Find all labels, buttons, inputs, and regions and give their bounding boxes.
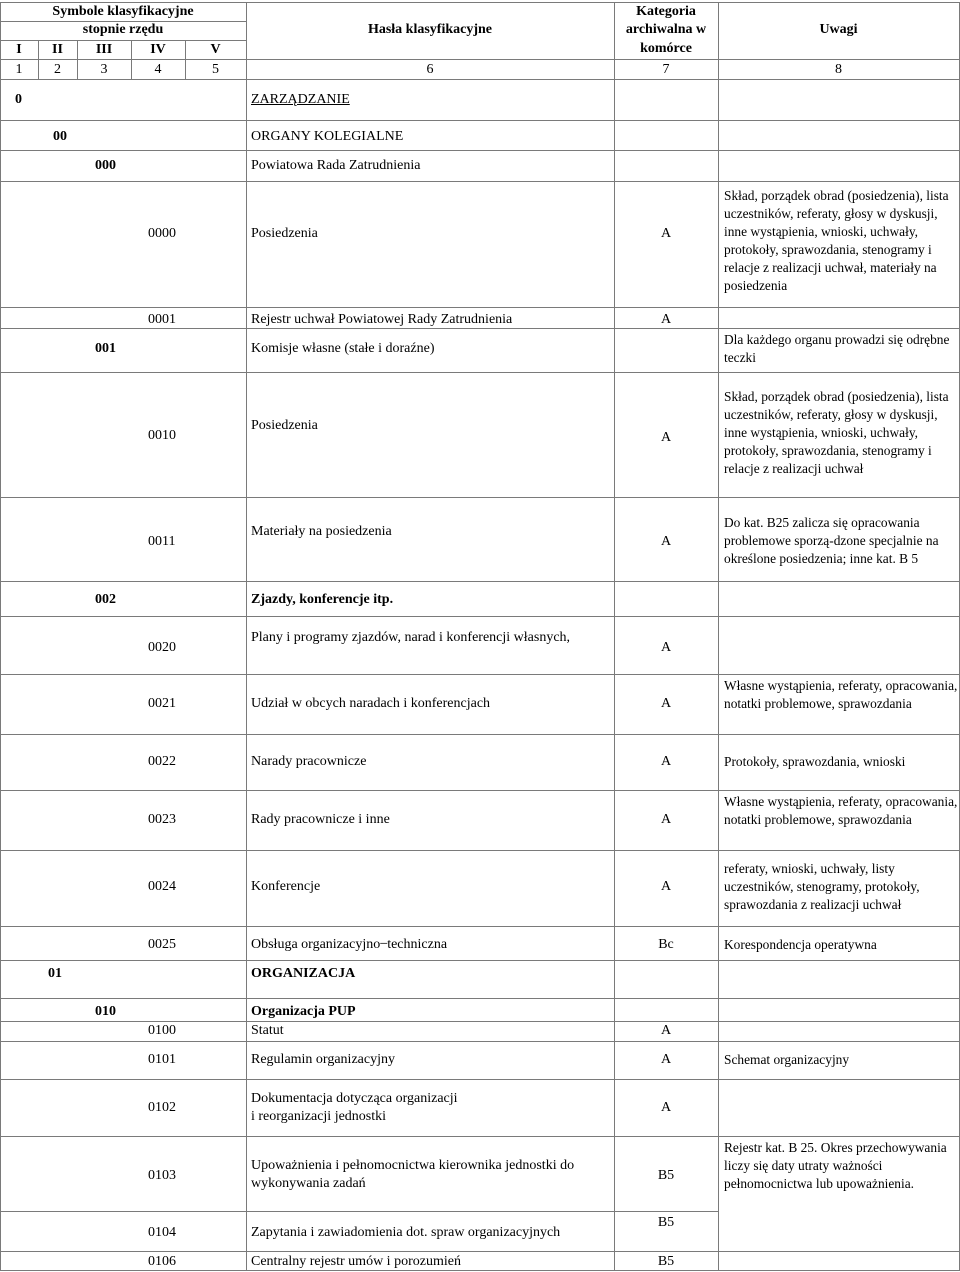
- row-divider: [0, 1041, 960, 1042]
- row-divider: [0, 926, 960, 927]
- column-line: [0, 2, 1, 1271]
- heading-title: Materiały na posiedzenia: [251, 524, 392, 539]
- row-divider: [0, 372, 960, 373]
- code-level-4: 0021: [148, 696, 176, 711]
- archival-category: A: [660, 879, 672, 894]
- column-number: 5: [212, 62, 219, 77]
- remarks: Korespondencja operatywna: [724, 937, 877, 952]
- header-level-4: IV: [150, 42, 166, 57]
- code-level-4: 0010: [148, 428, 176, 443]
- column-number: 2: [54, 62, 61, 77]
- code-level-3: 000: [95, 158, 116, 173]
- heading-title: ORGANIZACJA: [251, 966, 356, 981]
- code-level-4: 0100: [148, 1023, 176, 1038]
- header-level-1: I: [16, 42, 22, 57]
- heading-title: Zjazdy, konferencje itp.: [251, 592, 394, 607]
- archival-category: B5: [657, 1254, 675, 1269]
- row-divider: [0, 497, 960, 498]
- archival-category: A: [660, 226, 672, 241]
- heading-title: Rady pracownicze i inne: [251, 812, 390, 827]
- code-level-4: 0023: [148, 812, 176, 827]
- archival-category: A: [660, 312, 672, 327]
- table-border-bottom: [0, 1270, 960, 1271]
- header-category: komórce: [640, 41, 692, 56]
- heading-title: i reorganizacji jednostki: [251, 1109, 387, 1124]
- row-divider: [0, 150, 960, 151]
- heading-title: Udział w obcych naradach i konferencjach: [251, 696, 491, 711]
- code-level-1: 0: [15, 92, 22, 107]
- heading-title: Posiedzenia: [251, 418, 318, 433]
- archival-category: A: [660, 534, 672, 549]
- archival-category: A: [660, 1100, 672, 1115]
- header-symbols: Symbole klasyfikacyjne: [52, 4, 194, 19]
- heading-title: ORGANY KOLEGIALNE: [251, 129, 404, 144]
- code-level-4: 0106: [148, 1254, 176, 1269]
- archival-category: A: [660, 1023, 672, 1038]
- code-level-3: 002: [95, 592, 116, 607]
- column-line: [246, 2, 247, 1271]
- archival-category: A: [660, 430, 672, 445]
- heading-title: Zapytania i zawiadomienia dot. spraw organizacyjnych: [251, 1225, 561, 1240]
- archival-category: A: [660, 754, 672, 769]
- row-divider: [0, 1251, 960, 1252]
- remarks: Do kat. B25 zalicza się opracowania problemowe sporzą-dzone specjalnie na określone posiedzenia; inne kat. B 5: [724, 515, 939, 566]
- code-level-4: 0011: [148, 534, 176, 549]
- code-level-4: 0025: [148, 937, 176, 952]
- code-level-4: 0001: [148, 312, 176, 327]
- header-headings: Hasła klasyfikacyjne: [367, 22, 493, 37]
- heading-title: Upoważnienia i pełnomocnictwa kierownika jednostki do wykonywania zadań: [251, 1158, 575, 1191]
- archival-category: B5: [657, 1168, 675, 1183]
- remarks: Własne wystąpienia, referaty, opracowania, notatki problemowe, sprawozdania: [724, 794, 958, 827]
- row-divider: [0, 1021, 960, 1022]
- archival-category: B5: [657, 1215, 675, 1230]
- archival-category: Bc: [658, 937, 674, 952]
- heading-title: Plany i programy zjazdów, narad i konferencji własnych,: [251, 630, 571, 645]
- code-level-4: 0022: [148, 754, 176, 769]
- row-divider: [0, 960, 960, 961]
- column-number: 6: [426, 62, 434, 77]
- row-divider: [0, 1136, 960, 1137]
- heading-title: Statut: [251, 1023, 284, 1038]
- header-remarks: Uwagi: [819, 22, 858, 37]
- header-divider: [0, 59, 960, 60]
- heading-title: Rejestr uchwał Powiatowej Rady Zatrudnienia: [251, 312, 513, 327]
- column-number: 3: [100, 62, 108, 77]
- code-level-2: 00: [53, 129, 67, 144]
- row-divider: [0, 734, 960, 735]
- heading-title: Narady pracownicze: [251, 754, 367, 769]
- heading-title: Powiatowa Rada Zatrudnienia: [251, 158, 421, 173]
- header-levels: stopnie rzędu: [82, 22, 164, 37]
- row-divider: [0, 674, 960, 675]
- code-level-4: 0024: [148, 879, 176, 894]
- code-level-4: 0104: [148, 1225, 176, 1240]
- row-divider: [0, 1079, 960, 1080]
- remarks: Skład, porządek obrad (posiedzenia), lista uczestników, referaty, głosy w dyskusji, inne wystąpienia, wnioski, uchwały, protokoły, sprawozdania, stenogramy i relacje z realizacji uchwał, materiały na posiedzenia: [724, 188, 949, 293]
- row-divider: [0, 1211, 718, 1212]
- code-level-4: 0102: [148, 1100, 176, 1115]
- column-line: [718, 2, 719, 1271]
- remarks: Protokoły, sprawozdania, wnioski: [724, 754, 906, 769]
- code-level-4: 0000: [148, 226, 176, 241]
- row-divider: [0, 850, 960, 851]
- heading-title: Obsługa organizacyjno ̶ techniczna: [251, 937, 448, 952]
- column-number: 7: [662, 62, 670, 77]
- remarks: Własne wystąpienia, referaty, opracowania, notatki problemowe, sprawozdania: [724, 678, 958, 711]
- archival-category: A: [660, 812, 672, 827]
- heading-title: Centralny rejestr umów i porozumień: [251, 1254, 461, 1269]
- header-divider: [0, 79, 960, 80]
- heading-title: Posiedzenia: [251, 226, 318, 241]
- column-number: 1: [15, 62, 23, 77]
- header-level-2: II: [52, 42, 63, 57]
- heading-title: Konferencje: [251, 879, 321, 894]
- heading-title: Komisje własne (stałe i doraźne): [251, 341, 435, 356]
- heading-title: ZARZĄDZANIE: [251, 92, 350, 107]
- heading-title: Regulamin organizacyjny: [251, 1052, 395, 1067]
- header-category: archiwalna w: [625, 22, 707, 37]
- remarks: referaty, wnioski, uchwały, listy uczestników, stenogramy, protokoły, sprawozdania z realizacji uchwał: [724, 861, 920, 912]
- archival-category: A: [660, 1052, 672, 1067]
- row-divider: [0, 998, 960, 999]
- header-level-5: V: [210, 42, 221, 57]
- code-level-2: 01: [48, 966, 62, 981]
- code-level-4: 0103: [148, 1168, 176, 1183]
- archival-category: A: [660, 696, 672, 711]
- row-divider: [0, 616, 960, 617]
- column-number: 4: [154, 62, 162, 77]
- column-line: [614, 2, 615, 1271]
- heading-title: Dokumentacja dotycząca organizacji: [251, 1091, 458, 1106]
- row-divider: [0, 307, 960, 308]
- remarks: Schemat organizacyjny: [724, 1052, 850, 1067]
- remarks: Skład, porządek obrad (posiedzenia), lista uczestników, referaty, głosy w dyskusji, inne wystąpienia, wnioski, uchwały, protokoły, sprawozdania, stenogramy i relacje z realizacji uchwał: [724, 389, 949, 476]
- code-level-3: 001: [95, 341, 116, 356]
- heading-title: Organizacja PUP: [251, 1004, 356, 1019]
- column-number: 8: [835, 62, 842, 77]
- code-level-4: 0101: [148, 1052, 176, 1067]
- code-level-3: 010: [95, 1004, 116, 1019]
- row-divider: [0, 181, 960, 182]
- remarks: Rejestr kat. B 25. Okres przechowywania liczy się daty utraty ważności pełnomocnictwa lub upoważnienia.: [724, 1140, 947, 1191]
- row-divider: [0, 790, 960, 791]
- header-level-3: III: [95, 42, 113, 57]
- row-divider: [0, 120, 960, 121]
- code-level-4: 0020: [148, 640, 176, 655]
- remarks: Dla każdego organu prowadzi się odrębne teczki: [724, 332, 950, 365]
- header-category: Kategoria: [636, 4, 696, 19]
- archival-category: A: [660, 640, 672, 655]
- row-divider: [0, 581, 960, 582]
